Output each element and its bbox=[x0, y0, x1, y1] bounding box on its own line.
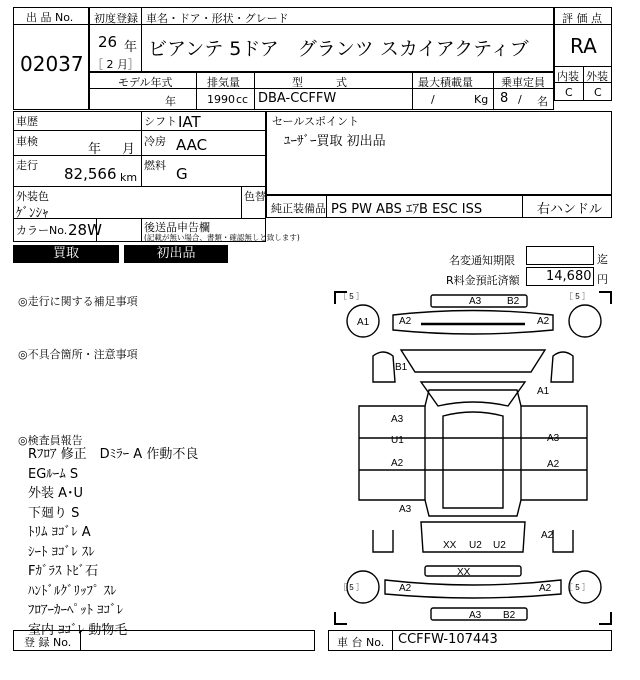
history-label: 車歴 bbox=[16, 115, 38, 128]
driving-notes-label: ◎走行に関する補足事項 bbox=[18, 295, 138, 308]
year-unit: 年 bbox=[124, 40, 138, 55]
name-change-deadline-box bbox=[526, 246, 594, 265]
diagram-corner-tag-tl: ［ 5 ］ bbox=[339, 292, 364, 301]
mark-bottom-b2: B2 bbox=[503, 610, 516, 621]
exterior-color-value: ｹﾞﾝｼｬ bbox=[16, 206, 49, 221]
report-line: Rﾌﾛｱ 修正 Dﾐﾗｰ A 作動不良 bbox=[28, 447, 199, 462]
inspection-year-unit: 年 bbox=[88, 142, 102, 157]
inspection-month-unit: 月 bbox=[122, 142, 136, 157]
first-listing-tag: 初出品 bbox=[124, 245, 228, 263]
name-change-unit: 迄 bbox=[597, 253, 608, 266]
report-line: 外装 A･U bbox=[28, 486, 84, 501]
mark-bottom-left-a2: A2 bbox=[399, 583, 412, 594]
color-no-value: 28W bbox=[68, 221, 102, 239]
mark-right-a2-rear: A2 bbox=[541, 530, 554, 541]
car-name: ビアンテ 5ドア グランツ スカイアクティブ bbox=[148, 38, 529, 60]
mark-right-a2: A2 bbox=[547, 459, 560, 470]
defect-notes-label: ◎不具合箇所・注意事項 bbox=[18, 348, 138, 361]
mark-b1: B1 bbox=[395, 362, 408, 373]
equipment-label: 純正装備品 bbox=[271, 202, 326, 215]
first-registration-year: 26 bbox=[98, 33, 118, 51]
mark-top-right-a2: A2 bbox=[537, 316, 550, 327]
mark-left-a3-rear: A3 bbox=[399, 504, 412, 515]
model-year-label: モデル年式 bbox=[118, 76, 173, 89]
mark-bottom-a3: A3 bbox=[469, 610, 482, 621]
report-line: 室内 ﾖｺﾞﾚ 動物毛 bbox=[28, 622, 128, 638]
mark-left-u1: U1 bbox=[391, 435, 404, 446]
inspection-label: 車検 bbox=[16, 135, 38, 148]
first-registration-label: 初度登録 bbox=[94, 12, 138, 25]
recycle-fee-unit: 円 bbox=[597, 273, 608, 286]
ac-label: 冷房 bbox=[144, 135, 166, 148]
shift-value: IAT bbox=[178, 113, 201, 131]
report-line: ｼｰﾄ ﾖｺﾞﾚ ｽﾚ bbox=[28, 544, 95, 560]
mark-rear-u2-1: U2 bbox=[469, 540, 482, 551]
recycle-fee-label: R料金預託済額 bbox=[446, 274, 520, 287]
report-line: 下廻り S bbox=[28, 505, 80, 521]
fuel-label: 燃料 bbox=[144, 159, 166, 172]
report-line: ﾄﾘﾑ ﾖｺﾞﾚ A bbox=[28, 525, 91, 540]
capacity: 8 bbox=[500, 91, 509, 106]
inspector-report-lines bbox=[28, 445, 198, 640]
sales-point-label: セールスポイント bbox=[272, 115, 360, 128]
lot-number-label: 出 品 No. bbox=[26, 11, 74, 24]
report-line: ﾌﾛｱｰｶｰﾍﾟｯﾄ ﾖｺﾞﾚ bbox=[28, 603, 124, 618]
report-line: ﾊﾝﾄﾞﾙｸﾞﾘｯﾌﾟ ｽﾚ bbox=[28, 583, 117, 599]
max-load-label: 最大積載量 bbox=[418, 76, 473, 89]
exterior-color-label: 外装色 bbox=[16, 190, 49, 203]
mileage-value: 82,566 bbox=[64, 165, 117, 183]
mark-left-a2: A2 bbox=[391, 458, 404, 469]
mark-rear-u2-2: U2 bbox=[493, 540, 506, 551]
steering-side: 右ハンドル bbox=[537, 202, 603, 217]
capacity-unit: 名 bbox=[537, 95, 548, 108]
report-line: EGﾙｰﾑ S bbox=[28, 466, 79, 482]
documents-label: 後送品申告欄 bbox=[144, 221, 210, 234]
inspector-report-label: ◎検査員報告 bbox=[18, 434, 83, 447]
model-year-unit: 年 bbox=[165, 95, 176, 108]
vehicle-damage-diagram bbox=[333, 290, 613, 626]
name-change-deadline-label: 名変通知期限 bbox=[449, 254, 515, 267]
diagram-corner-tag-tr: ［ 5 ］ bbox=[565, 292, 590, 301]
max-load-unit: Kg bbox=[474, 93, 489, 106]
sales-point-text: ﾕｰｻﾞｰ買取 初出品 bbox=[284, 134, 386, 149]
exterior-grade: C bbox=[594, 86, 602, 99]
displacement-label: 排気量 bbox=[207, 76, 240, 89]
recycle-fee-amount: 14,680 bbox=[546, 269, 592, 284]
color-no-label: カラーNo. bbox=[16, 224, 68, 237]
mileage-label: 走行 bbox=[16, 159, 38, 172]
interior-label: 内装 bbox=[557, 70, 579, 83]
mark-top-left-a2: A2 bbox=[399, 316, 412, 327]
diagram-corner-tag-bl: ［ 5 ］ bbox=[339, 583, 364, 592]
overall-score: RA bbox=[570, 34, 597, 58]
chassis-no: CCFFW-107443 bbox=[398, 632, 498, 647]
equipment-items: PS PW ABS ｴｱB ESC ISS bbox=[331, 202, 483, 217]
capacity-label: 乗車定員 bbox=[501, 76, 545, 89]
capacity-separator: / bbox=[518, 93, 522, 106]
mark-top-a3: A3 bbox=[469, 296, 482, 307]
first-registration-month: ［ 2 月］ bbox=[92, 58, 139, 71]
mark-rear-xx: XX bbox=[443, 540, 457, 551]
displacement-unit: cc bbox=[236, 93, 249, 106]
exterior-label: 外装 bbox=[586, 70, 608, 83]
color-change-label: 色替 bbox=[244, 190, 266, 203]
max-load: / bbox=[431, 93, 435, 106]
diagram-corner-tag-br: ［ 5 ］ bbox=[565, 583, 590, 592]
shift-label: シフト bbox=[144, 115, 177, 128]
mark-top-b2: B2 bbox=[507, 296, 520, 307]
mark-front-left-wheel: A1 bbox=[357, 317, 370, 328]
mark-right-a1: A1 bbox=[537, 386, 550, 397]
report-line: Fｶﾞﾗｽ ﾄﾋﾞ石 bbox=[28, 564, 99, 579]
mark-bottom-xx: XX bbox=[457, 567, 471, 578]
ac-value: AAC bbox=[176, 136, 208, 154]
model-type: DBA-CCFFW bbox=[258, 91, 337, 106]
lot-number: 02037 bbox=[20, 52, 84, 76]
purchase-tag: 買取 bbox=[13, 245, 119, 263]
chassis-no-label: 車 台 No. bbox=[337, 636, 385, 649]
type-label: 型 式 bbox=[292, 76, 347, 89]
mark-bottom-right-a2: A2 bbox=[539, 583, 552, 594]
car-name-label: 車名・ドア・形状・グレード bbox=[146, 12, 289, 25]
mark-right-a3: A3 bbox=[547, 433, 560, 444]
interior-grade: C bbox=[565, 86, 573, 99]
registration-no-label: 登 録 No. bbox=[24, 636, 72, 649]
fuel-value: G bbox=[176, 165, 188, 183]
displacement: 1990 bbox=[207, 93, 235, 106]
score-label: 評 価 点 bbox=[562, 12, 602, 25]
documents-note: (記載が無い場合、書類・確認無しと致します) bbox=[144, 233, 300, 242]
mileage-unit: km bbox=[120, 171, 138, 184]
mark-left-a3: A3 bbox=[391, 414, 404, 425]
